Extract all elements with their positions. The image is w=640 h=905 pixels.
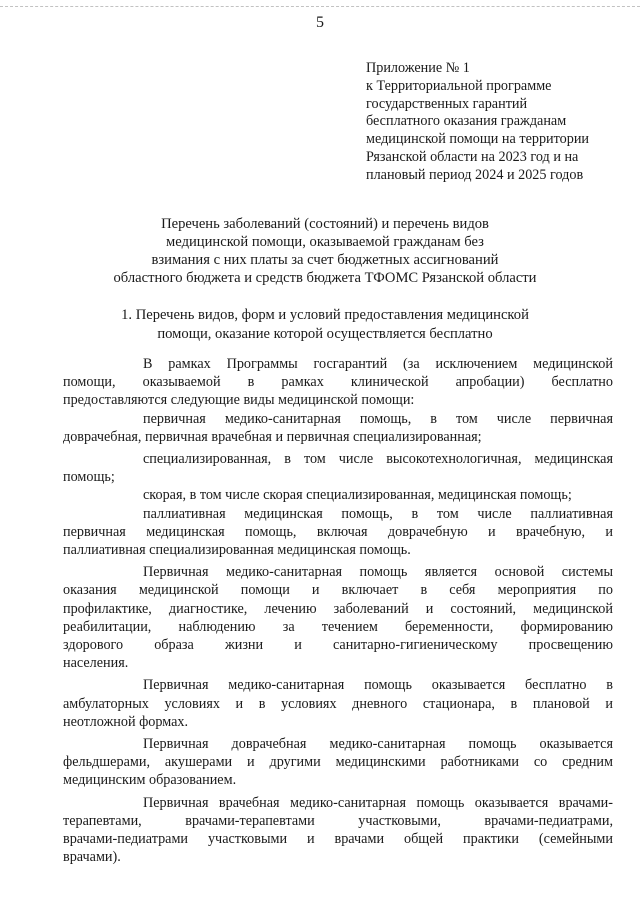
appendix-line: бесплатного оказания гражданам — [366, 113, 567, 130]
paragraph-line: паллиативная специализированная медицинская помощь. — [63, 542, 411, 559]
title-line: медицинской помощи, оказываемой гражданам без — [166, 234, 484, 250]
appendix-line: к Территориальной программе — [366, 77, 552, 94]
paragraph-line: Первичная доврачебная медико-санитарная помощь оказывается — [143, 736, 613, 753]
paragraph-line: специализированная, в том числе высокотехнологичная, медицинская — [143, 451, 613, 468]
paragraph-line: помощи, оказываемой в рамках клинической апробации) бесплатно — [63, 374, 613, 391]
paragraph-line: скорая, в том числе скорая специализированная, медицинская помощь; — [143, 487, 572, 504]
paragraph-line: первичная медико-санитарная помощь, в том числе первичная — [143, 410, 613, 427]
title-line: областного бюджета и средств бюджета ТФОМС Рязанской области — [113, 270, 537, 286]
paragraph-line: В рамках Программы госгарантий (за исключением медицинской — [143, 356, 613, 372]
paragraph-line: паллиативная медицинская помощь, в том числе паллиативная — [143, 505, 613, 522]
document-title — [90, 215, 560, 287]
paragraph-line: медицинским образованием. — [63, 772, 237, 789]
paragraph-line: неотложной формах. — [63, 713, 189, 730]
body-text — [63, 355, 613, 866]
section-heading-line: помощи, оказание которой осуществляется бесплатно — [157, 325, 493, 342]
appendix-header — [366, 60, 628, 185]
paragraph-line: врачами). — [63, 849, 121, 866]
paragraph-line: доврачебная, первичная врачебная и первичная специализированная; — [63, 428, 482, 445]
paragraph-line: врачами-педиатрами участковыми и врачами общей практики (семейными — [63, 831, 613, 848]
paragraph-line: населения. — [63, 655, 129, 672]
appendix-line: Приложение № 1 — [366, 60, 470, 76]
appendix-line: медицинской помощи на территории — [366, 131, 590, 148]
appendix-line: плановый период 2024 и 2025 годов — [366, 166, 584, 183]
paragraph-line: профилактике, диагностике, лечению заболеваний и состояний, медицинской — [63, 600, 613, 617]
title-line: Перечень заболеваний (состояний) и перечень видов — [161, 216, 489, 232]
section-heading — [90, 306, 560, 343]
paragraph-line: предоставляются следующие виды медицинской помощи: — [63, 392, 415, 409]
paragraph-line: помощь; — [63, 469, 115, 486]
section-heading-line: 1. Перечень видов, форм и условий предоставления медицинской — [121, 307, 529, 323]
title-line: взимания с них платы за счет бюджетных ассигнований — [151, 252, 499, 268]
paragraph-line: терапевтами, врачами-терапевтами участковыми, врачами-педиатрами, — [63, 812, 613, 829]
paragraph-line: Первичная медико-санитарная помощь является основой системы — [143, 564, 613, 581]
paragraph-line: Первичная медико-санитарная помощь оказывается бесплатно в — [143, 677, 613, 694]
paragraph-line: реабилитации, наблюдению за течением беременности, формированию — [63, 618, 613, 635]
paragraph-line: здорового образа жизни и санитарно-гигиеническому просвещению — [63, 637, 613, 654]
paragraph-line: оказания медицинской помощи и включает в себя мероприятия по — [63, 582, 613, 599]
appendix-line: Рязанской области на 2023 год и на — [366, 148, 579, 165]
paragraph-line: фельдшерами, акушерами и другими медицинскими работниками со средним — [63, 754, 613, 771]
paragraph-line: первичная медицинская помощь, включая доврачебную и врачебную, и — [63, 523, 613, 540]
paragraph-line: амбулаторных условиях и в условиях дневного стационара, в плановой и — [63, 695, 613, 712]
page-number: 5 — [316, 14, 324, 31]
scan-top-edge — [0, 6, 640, 9]
appendix-line: государственных гарантий — [366, 95, 528, 112]
paragraph-line: Первичная врачебная медико-санитарная помощь оказывается врачами- — [143, 794, 613, 811]
